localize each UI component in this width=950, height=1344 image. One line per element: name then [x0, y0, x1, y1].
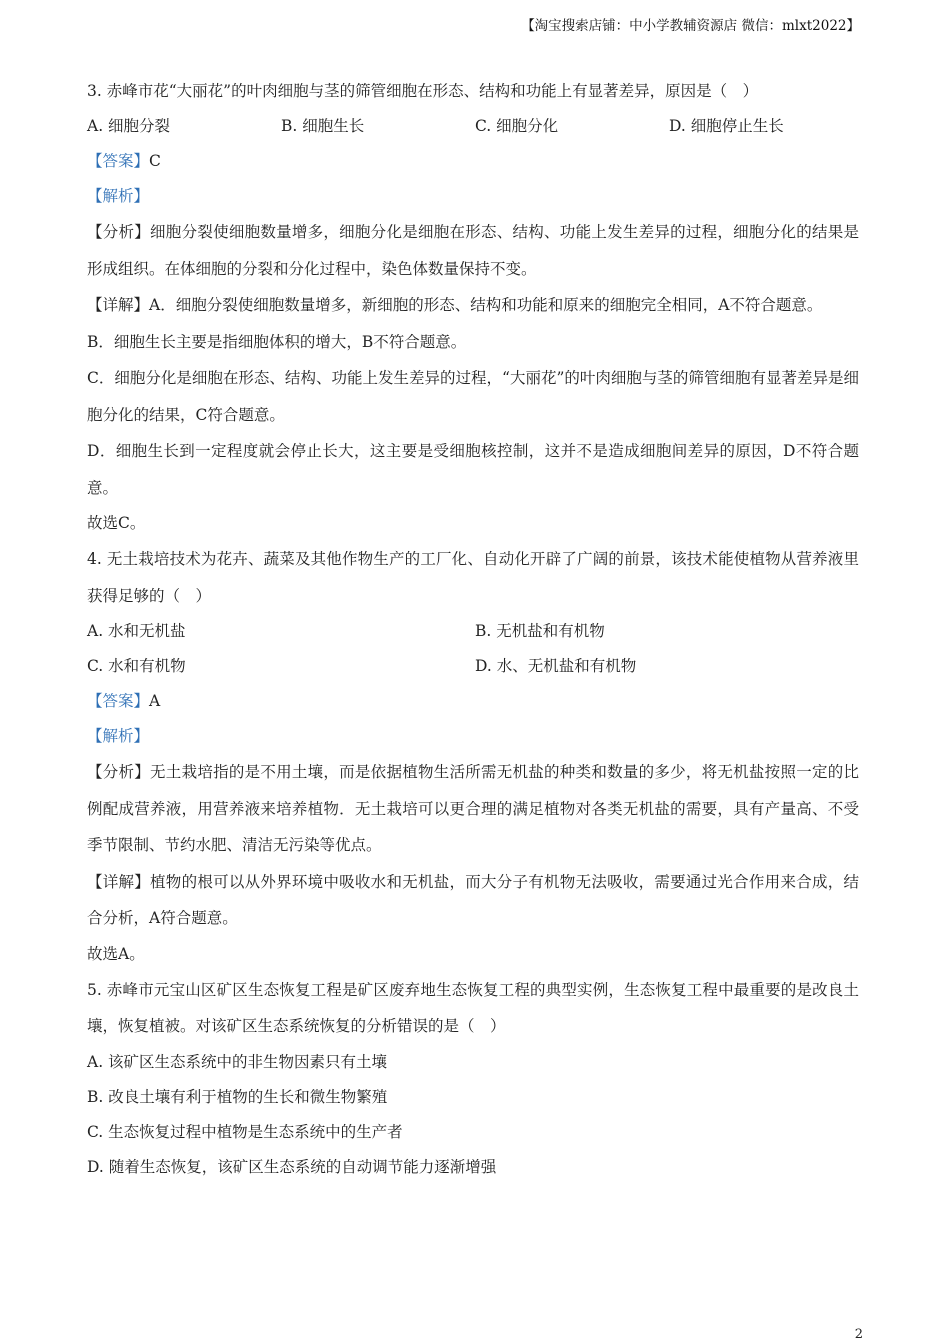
answer-label: 【答案】 [87, 152, 150, 170]
q3-detail-b: B．细胞生长主要是指细胞体积的增大，B不符合题意。 [87, 332, 467, 351]
page-number: 2 [854, 1327, 863, 1342]
q5-option-d: D. 随着生态恢复，该矿区生态系统的自动调节能力逐渐增强 [87, 1157, 497, 1176]
q4-option-a: A. 水和无机盐 [87, 622, 186, 640]
q3-fenxi-text: 细胞分裂使细胞数量增多，细胞分化是细胞在形态、结构、功能上发生差异的过程，细胞分化的结果是形成组织。在体细胞的分裂和分化过程中，染色体数量保持不变。 [87, 223, 859, 278]
fenxi-label: 【分析】 [87, 223, 151, 241]
q3-detail-a-text: A．细胞分裂使细胞数量增多，新细胞的形态、结构和功能和原来的细胞完全相同，A不符合题意。 [149, 296, 823, 314]
analysis-label: 【解析】 [87, 187, 150, 205]
q4-options-row-2 [87, 649, 859, 684]
q3-fenxi [87, 214, 859, 287]
document-body [87, 74, 859, 1185]
q4-fenxi [87, 754, 859, 864]
q4-option-b: B. 无机盐和有机物 [475, 622, 605, 640]
detail-label: 【详解】 [87, 872, 151, 891]
q5-option-a: A. 该矿区生态系统中的非生物因素只有土壤 [87, 1052, 388, 1071]
q3-option-d: D. 细胞停止生长 [669, 117, 784, 135]
q4-answer-value: A [149, 692, 161, 710]
q4-conclusion: 故选A。 [87, 944, 145, 963]
q4-stem: 4. 无土栽培技术为花卉、蔬菜及其他作物生产的工厂化、自动化开辟了广阔的前景，该技术能使植物从营养液里获得足够的（ ） [87, 550, 859, 605]
q3-option-c: C. 细胞分化 [475, 117, 559, 135]
q3-options [87, 109, 859, 144]
q3-answer [87, 144, 859, 179]
detail-label: 【详解】 [87, 296, 150, 314]
fenxi-label: 【分析】 [87, 763, 151, 781]
q3-stem: 3. 赤峰市花“大丽花”的叶肉细胞与茎的筛管细胞在形态、结构和功能上有显著差异，原因是（ ） [87, 82, 759, 100]
q4-options-row-1 [87, 614, 859, 649]
q3-answer-value: C [149, 152, 161, 170]
q3-conclusion: 故选C。 [87, 514, 146, 532]
analysis-label: 【解析】 [87, 727, 150, 745]
header-watermark: 【淘宝搜索店铺：中小学教辅资源店 微信：mlxt2022】 [521, 18, 860, 34]
q4-option-c: C. 水和有机物 [87, 657, 186, 675]
q4-detail-text: 植物的根可以从外界环境中吸收水和无机盐，而大分子有机物无法吸收，需要通过光合作用来合成，结合分析，A符合题意。 [87, 872, 859, 927]
q5-option-b: B. 改良土壤有利于植物的生长和微生物繁殖 [87, 1087, 388, 1106]
answer-label: 【答案】 [87, 692, 150, 710]
q3-analysis-heading [87, 179, 859, 214]
q4-answer [87, 684, 859, 719]
q5-option-c: C. 生态恢复过程中植物是生态系统中的生产者 [87, 1122, 403, 1141]
q5-stem: 5. 赤峰市元宝山区矿区生态恢复工程是矿区废弃地生态恢复工程的典型实例，生态恢复工程中最重要的是改良土壤，恢复植被。对该矿区生态系统恢复的分析错误的是（ ） [87, 980, 859, 1035]
q3-detail-c: C．细胞分化是细胞在形态、结构、功能上发生差异的过程，“大丽花”的叶肉细胞与茎的筛管细胞有显著差异是细胞分化的结果，C符合题意。 [87, 369, 859, 424]
q3-option-b: B. 细胞生长 [281, 117, 365, 135]
q4-detail [87, 864, 859, 937]
q3-option-a: A. 细胞分裂 [87, 117, 171, 135]
q4-analysis-heading [87, 719, 859, 754]
q4-option-d: D. 水、无机盐和有机物 [475, 657, 637, 675]
q3-detail-d: D．细胞生长到一定程度就会停止长大，这主要是受细胞核控制，这并不是造成细胞间差异的原因，D不符合题意。 [87, 442, 859, 497]
q4-fenxi-text: 无土栽培指的是不用土壤，而是依据植物生活所需无机盐的种类和数量的多少，将无机盐按照一定的比例配成营养液，用营养液来培养植物．无土栽培可以更合理的满足植物对各类无机盐的需要，具有产量高、不受季节限制、节约水肥、清洁无污染等优点。 [87, 763, 859, 854]
q3-detail-a [87, 287, 859, 324]
